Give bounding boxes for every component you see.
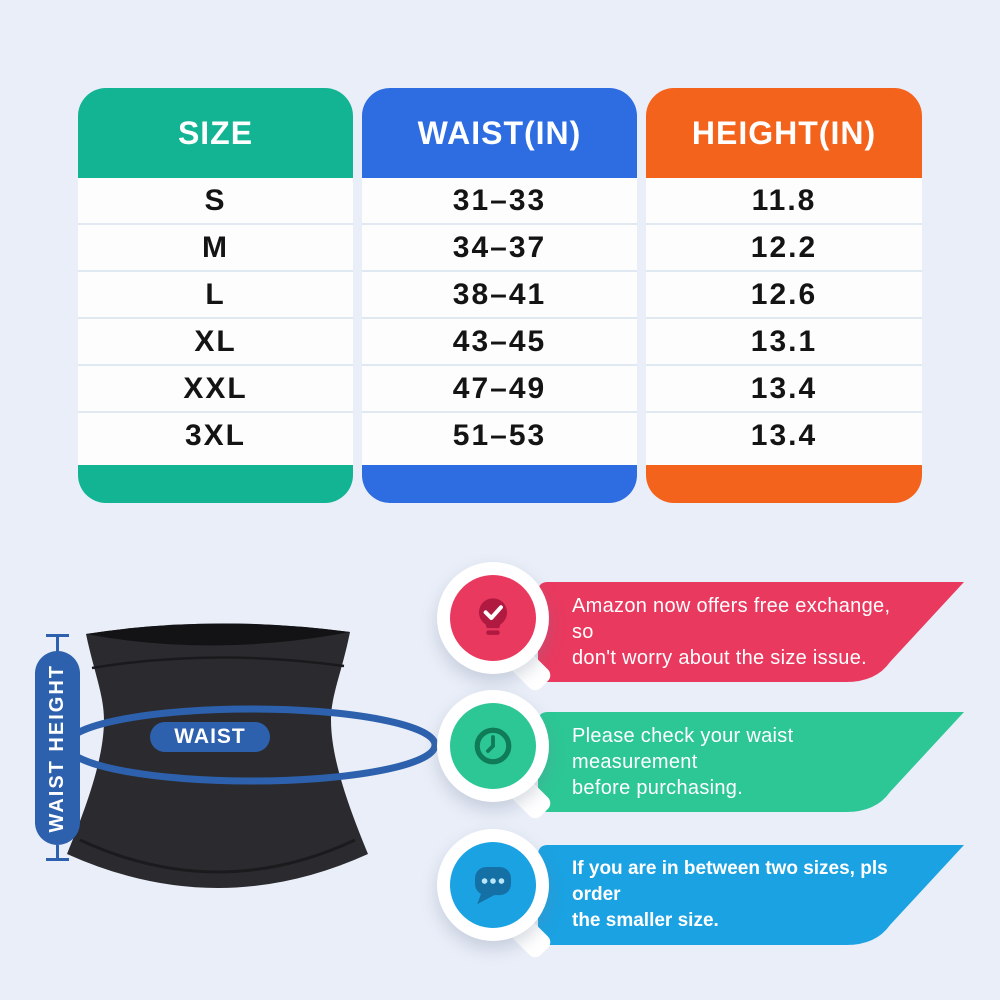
chat-badge: [437, 829, 549, 969]
badge-circle: [450, 703, 536, 789]
height-cell: 11.8: [646, 178, 922, 225]
waist-column-footer: [362, 465, 637, 503]
size-cell: S: [78, 178, 353, 225]
waist-column-body: [362, 178, 637, 465]
height-column-footer: [646, 465, 922, 503]
callout-check-measurement: [538, 712, 964, 812]
callout-text-line: don't worry about the size issue.: [572, 647, 867, 669]
badge-ring: [437, 690, 549, 802]
lightbulb-check-icon: [466, 591, 520, 645]
badge-ring: [437, 829, 549, 941]
waist-cell: 34–37: [362, 225, 637, 272]
waist-label: WAIST: [174, 725, 246, 748]
callout-text-line: If you are in between two sizes, pls order: [572, 858, 888, 905]
height-column: [646, 88, 922, 503]
size-cell: M: [78, 225, 353, 272]
waist-column-header: [362, 88, 637, 178]
callout-text-line: Amazon now offers free exchange, so: [572, 595, 891, 643]
height-cell: 13.4: [750, 419, 818, 452]
size-cell: XL: [78, 319, 353, 366]
size-column-footer: [78, 465, 353, 503]
callout-text: [572, 712, 894, 812]
badge-ring: [437, 562, 549, 674]
waist-cell: 47–49: [362, 366, 637, 413]
badge-circle: [450, 842, 536, 928]
clock-icon: [466, 719, 520, 773]
height-cell: 13.4: [646, 366, 922, 413]
size-column-header-label: SIZE: [177, 114, 254, 151]
height-column-header-label: HEIGHT(IN): [691, 114, 877, 151]
callout-text-line: before purchasing.: [572, 777, 744, 799]
clock-badge: [437, 690, 549, 830]
waist-trainer-illustration: [50, 592, 450, 912]
size-column-header: [78, 88, 353, 178]
waist-cell: 43–45: [362, 319, 637, 366]
lightbulb-badge: [437, 562, 549, 702]
badge-circle: [450, 575, 536, 661]
callout-text: [572, 845, 894, 945]
size-cell: 3XL: [184, 419, 247, 452]
measure-line-bottom: [56, 845, 59, 859]
size-column: [78, 88, 353, 503]
callout-text-line: the smaller size.: [572, 910, 719, 931]
waist-height-label: WAIST HEIGHT: [46, 663, 68, 833]
waist-cell: 38–41: [362, 272, 637, 319]
waist-column-header-label: WAIST(IN): [417, 114, 582, 151]
height-column-header: [646, 88, 922, 178]
chat-dots-icon: [466, 858, 520, 912]
height-column-body: [646, 178, 922, 465]
callout-between-sizes: [538, 845, 964, 945]
waist-cell: 31–33: [362, 178, 637, 225]
waist-height-pill: [35, 651, 80, 845]
callout-text: [572, 582, 894, 682]
waist-label-pill: [150, 722, 270, 752]
callout-text-line: Please check your waist measurement: [572, 725, 794, 773]
waist-column: [362, 88, 637, 503]
waist-cell: 51–53: [452, 419, 547, 452]
height-cell: 12.2: [646, 225, 922, 272]
height-cell: 12.6: [646, 272, 922, 319]
callout-free-exchange: [538, 582, 964, 682]
measure-cap-bottom: [46, 858, 69, 861]
size-column-body: [78, 178, 353, 465]
height-cell: 13.1: [646, 319, 922, 366]
size-cell: L: [78, 272, 353, 319]
size-cell: XXL: [78, 366, 353, 413]
